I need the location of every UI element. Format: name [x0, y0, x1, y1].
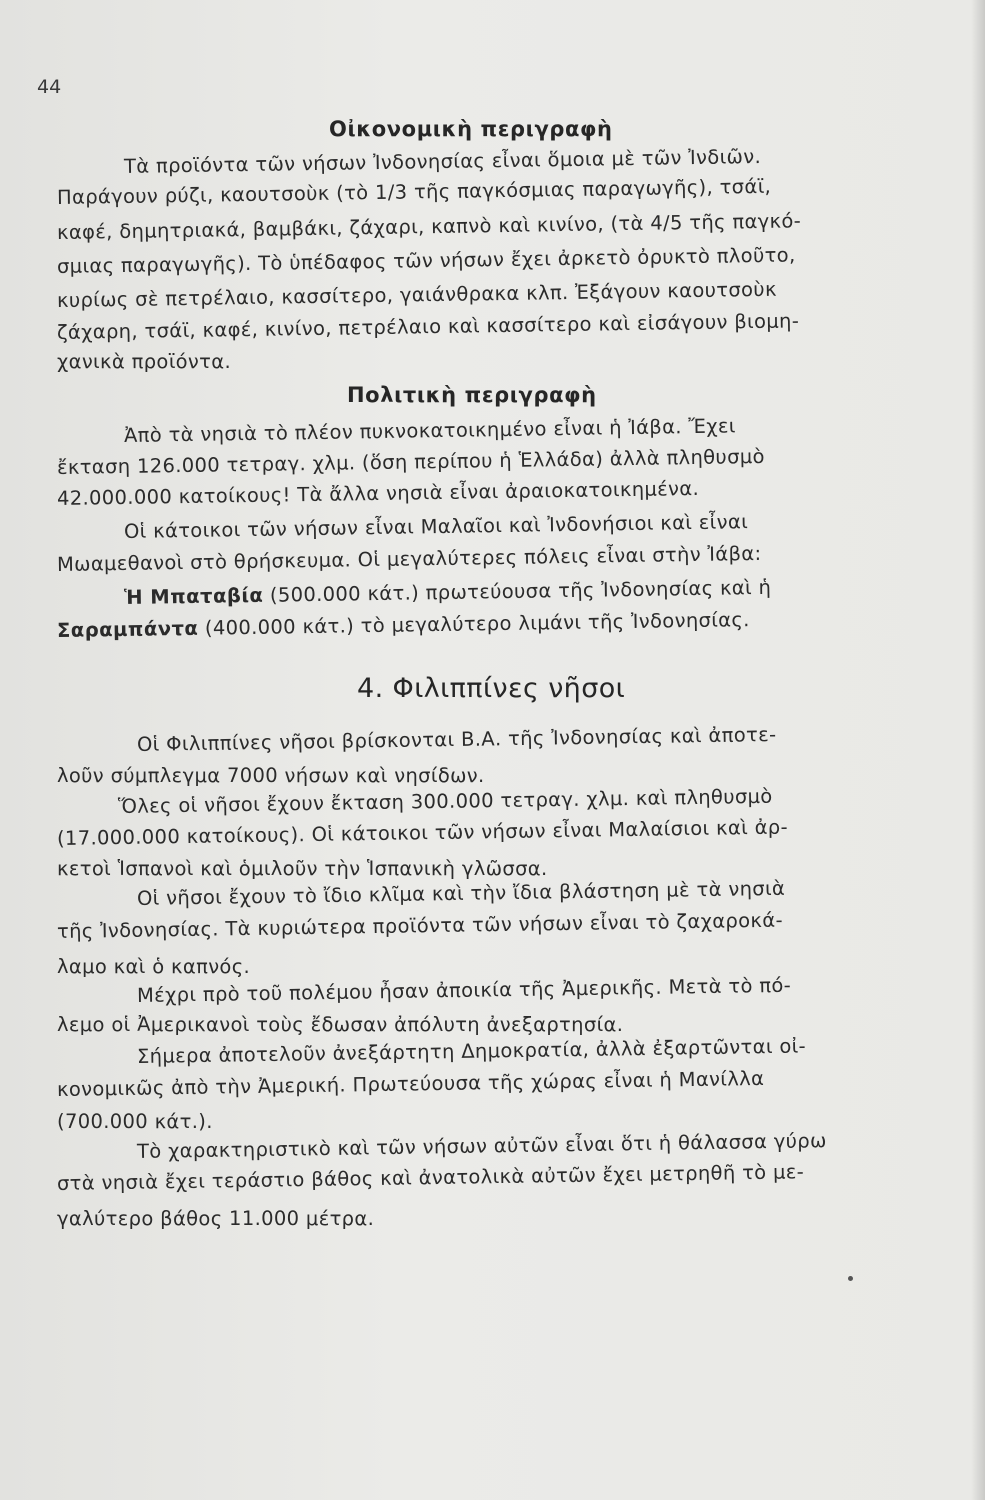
text-line: (700.000 κάτ.).: [57, 1110, 213, 1133]
text-line: Οἱ Φιλιππίνες νῆσοι βρίσκονται Β.Α. τῆς Ἰνδονησίας καὶ ἀποτε-: [136, 722, 777, 756]
text-line: σμιας παραγωγῆς). Τὸ ὑπέδαφος τῶν νήσων ἔχει ἀρκετὸ ὀρυκτὸ πλοῦτο,: [56, 243, 796, 278]
city-batavia-details: (500.000 κάτ.) πρωτεύουσα τῆς Ἰνδονησίας καὶ ἡ: [269, 575, 772, 607]
text-line: Τὰ προϊόντα τῶν νήσων Ἰνδονησίας εἶναι ὅμοια μὲ τῶν Ἰνδιῶν.: [123, 144, 762, 178]
text-line: Τὸ χαρακτηριστικὸ καὶ τῶν νήσων αὐτῶν εἶναι ὅτι ἡ θάλασσα γύρω: [136, 1129, 827, 1163]
heading-philippines: 4. Φιλιππίνες νῆσοι: [357, 673, 626, 704]
text-line-surabaya: [57, 608, 750, 642]
text-line: Οἱ νῆσοι ἔχουν τὸ ἴδιο κλῖμα καὶ τὴν ἴδια βλάστηση μὲ τὰ νησιὰ: [136, 876, 786, 910]
city-surabaya-details: (400.000 κάτ.) τὸ μεγαλύτερο λιμάνι τῆς Ἰνδονησίας.: [204, 608, 750, 640]
text-line: 42.000.000 κατοίκους! Τὰ ἄλλα νησιὰ εἶναι ἀραιοκατοικημένα.: [56, 476, 700, 510]
text-line: (17.000.000 κατοίκους). Οἱ κάτοικοι τῶν νήσων εἶναι Μαλαίσιοι καὶ ἀρ-: [56, 815, 789, 850]
text-line: Σήμερα ἀποτελοῦν ἀνεξάρτητη Δημοκρατία, ἀλλὰ ἐξαρτῶνται οἰ-: [136, 1034, 807, 1068]
text-line: καφέ, δημητριακά, βαμβάκι, ζάχαρι, καπνὸ καὶ κινίνο, (τὰ 4/5 τῆς παγκό-: [56, 209, 802, 244]
text-line: χανικὰ προϊόντα.: [57, 350, 232, 373]
text-line: Ἀπὸ τὰ νησιὰ τὸ πλέον πυκνοκατοικημένο εἶναι ἡ Ἰάβα. Ἔχει: [123, 414, 736, 447]
page-number: 44: [37, 76, 62, 98]
city-surabaya: Σαραμπάντα: [56, 616, 199, 642]
text-line: Μέχρι πρὸ τοῦ πολέμου ἦσαν ἀποικία τῆς Ἀμερικῆς. Μετὰ τὸ πό-: [136, 973, 792, 1007]
text-line: γαλύτερο βάθος 11.000 μέτρα.: [57, 1207, 375, 1230]
text-line: κονομικῶς ἀπὸ τὴν Ἀμερική. Πρωτεύουσα τῆς χώρας εἶναι ἡ Μανίλλα: [56, 1066, 765, 1101]
text-line-batavia: [124, 576, 772, 609]
text-line: λοῦν σύμπλεγμα 7000 νήσων καὶ νησίδων.: [57, 764, 485, 787]
text-line: Ὅλες οἱ νῆσοι ἔχουν ἔκταση 300.000 τετραγ. χλμ. καὶ πληθυσμὸ: [117, 784, 773, 818]
heading-political-description: Πολιτικὴ περιγραφὴ: [347, 383, 597, 407]
ink-speck: [848, 1276, 853, 1281]
text-line: ἔκταση 126.000 τετραγ. χλμ. (ὅση περίπου ἡ Ἑλλάδα) ἀλλὰ πληθυσμὸ: [56, 444, 766, 479]
heading-economic-description: Οἰκονομικὴ περιγραφὴ: [329, 117, 613, 141]
city-batavia: Ἡ Μπαταβία: [123, 583, 264, 609]
text-line: κυρίως σὲ πετρέλαιο, κασσίτερο, γαιάνθρακα κλπ. Ἐξάγουν καουτσοὺκ: [56, 277, 777, 312]
text-line: κετοὶ Ἱσπανοὶ καὶ ὁμιλοῦν τὴν Ἱσπανικὴ γλῶσσα.: [57, 857, 548, 880]
text-line: λεμο οἱ Ἀμερικανοὶ τοὺς ἔδωσαν ἀπόλυτη ἀνεξαρτησία.: [57, 1013, 624, 1036]
text-line: Παράγουν ρύζι, καουτσοὺκ (τὸ 1/3 τῆς παγκόσμιας παραγωγῆς), τσάϊ,: [56, 174, 772, 209]
text-line: τῆς Ἰνδονησίας. Τὰ κυριώτερα προϊόντα τῶν νήσων εἶναι τὸ ζαχαροκά-: [56, 908, 784, 943]
text-line: Μωαμεθανοὶ στὸ θρήσκευμα. Οἱ μεγαλύτερες πόλεις εἶναι στὴν Ἰάβα:: [56, 541, 762, 576]
text-line: στὰ νησιὰ ἔχει τεράστιο βάθος καὶ ἀνατολικὰ αὐτῶν ἔχει μετρηθῆ τὸ με-: [56, 1160, 805, 1195]
page-edge-shadow: [971, 0, 985, 1500]
text-line: ζάχαρη, τσάϊ, καφέ, κινίνο, πετρέλαιο καὶ κασσίτερο καὶ εἰσάγουν βιομη-: [56, 309, 800, 344]
text-line: Οἱ κάτοικοι τῶν νήσων εἶναι Μαλαῖοι καὶ Ἰνδονήσιοι καὶ εἶναι: [123, 510, 749, 543]
text-line: λαμο καὶ ὁ καπνός.: [57, 955, 251, 978]
